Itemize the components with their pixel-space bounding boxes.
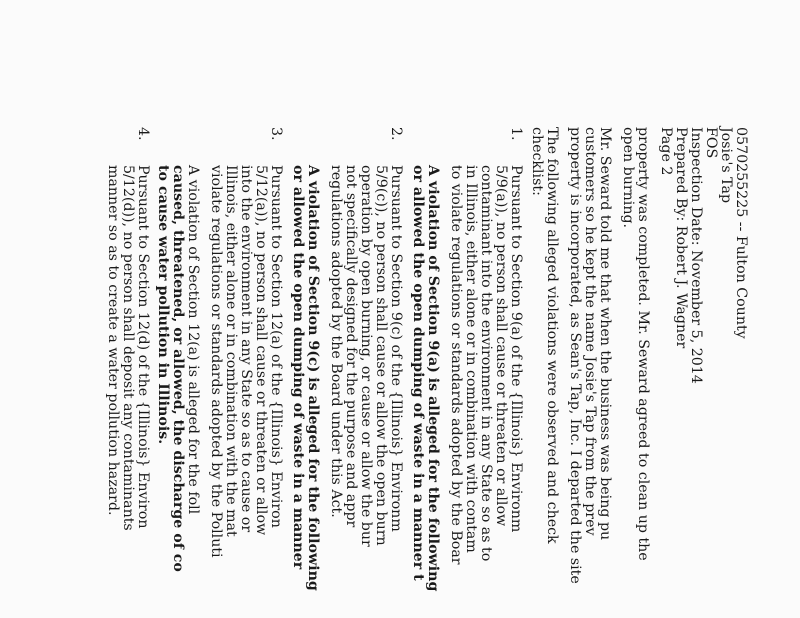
header-file-number: 0570255225 -- Fulton County: [733, 127, 749, 339]
intro-para2-line3: property is incorporated, as Sean's Tap, Inc. I departed the site: [567, 127, 583, 584]
intro-para2-line1: Mr. Seward told me that when the business was being pu: [597, 127, 613, 541]
item-4-number: 4.: [135, 127, 151, 141]
item-4-line: 5/12(d)), no person shall deposit any contaminants: [120, 165, 136, 531]
item-1-violation-line: or allowed the open dumping of waste in a manner t: [410, 165, 426, 581]
item-3-number: 3.: [268, 127, 284, 141]
item-4-line: Pursuant to Section 12(d) of the {Illinois} Environ: [135, 165, 151, 529]
item-3-violation-line: caused, threatened, or allowed, the discharge of co: [170, 165, 186, 572]
item-2-line: 5/9(c)), no person shall cause or allow the open burn: [373, 165, 389, 546]
item-3-line: Illinois, either alone or in combination with the mat: [223, 165, 239, 537]
item-2-line: regulations adopted by the Board under this Act.: [328, 165, 344, 518]
item-2-line: not specifically designed for the purpose and appr: [343, 165, 359, 528]
item-3-line: violate regulations or standards adopted by the Polluti: [208, 165, 224, 558]
header-prepared-by: Prepared By: Robert J. Wagner: [673, 127, 689, 349]
item-3-line: into the environment in any State so as to cause or: [238, 165, 254, 533]
header-page-number: Page 2: [658, 127, 674, 176]
item-2-line: Pursuant to Section 9(c) of the {Illinois} Environm: [388, 165, 404, 532]
item-1-line: Pursuant to Section 9(a) of the {Illinois} Environm: [508, 165, 524, 533]
item-3-violation-line: to cause water pollution in Illinois.: [155, 165, 171, 445]
intro-para1-line1: property was completed. Mr. Seward agreed to clean up the: [635, 127, 651, 561]
header-fos: FOS: [703, 127, 719, 159]
item-3-line: Pursuant to Section 12(a) of the {Illinois} Environ: [268, 165, 284, 528]
item-3-line: 5/12(a)), no person shall cause or threaten or allow: [253, 165, 269, 536]
item-2-violation-line: or allowed the open dumping of waste in a manner: [290, 165, 306, 570]
item-1-number: 1.: [508, 127, 524, 141]
intro-para1-line2: open burning.: [620, 127, 636, 229]
header-site-name: Josie's Tap: [718, 127, 734, 204]
item-1-line: 5/9(a)), no person shall cause or threaten or allow: [493, 165, 509, 527]
item-1-line: in Illinois, either alone or in combination with contam: [463, 165, 479, 553]
item-1-violation-line: A violation of Section 9(a) is alleged for the following: [425, 165, 441, 592]
item-3-violation-line: A violation of Section 12(a) is alleged for the foll: [185, 165, 201, 515]
item-1-line: to violate regulations or standards adopted by the Boar: [448, 165, 464, 565]
item-2-violation-line: A violation of Section 9(c) is alleged for the following: [305, 165, 321, 591]
header-inspection-date: Inspection Date: November 5, 2014: [688, 127, 704, 384]
intro-para3-line2: checklist:: [529, 127, 545, 196]
item-2-number: 2.: [388, 127, 404, 141]
item-2-line: operation by open burning, or cause or allow the bur: [358, 165, 374, 547]
intro-para2-line2: customers so he kept the name Josie's Tap from the prev: [582, 127, 598, 536]
item-1-line: contaminant into the environment in any State so as to: [478, 165, 494, 562]
item-4-line: manner so as to create a water pollution hazard.: [105, 165, 121, 516]
intro-para3-line1: The following alleged violations were observed and check: [544, 127, 560, 544]
